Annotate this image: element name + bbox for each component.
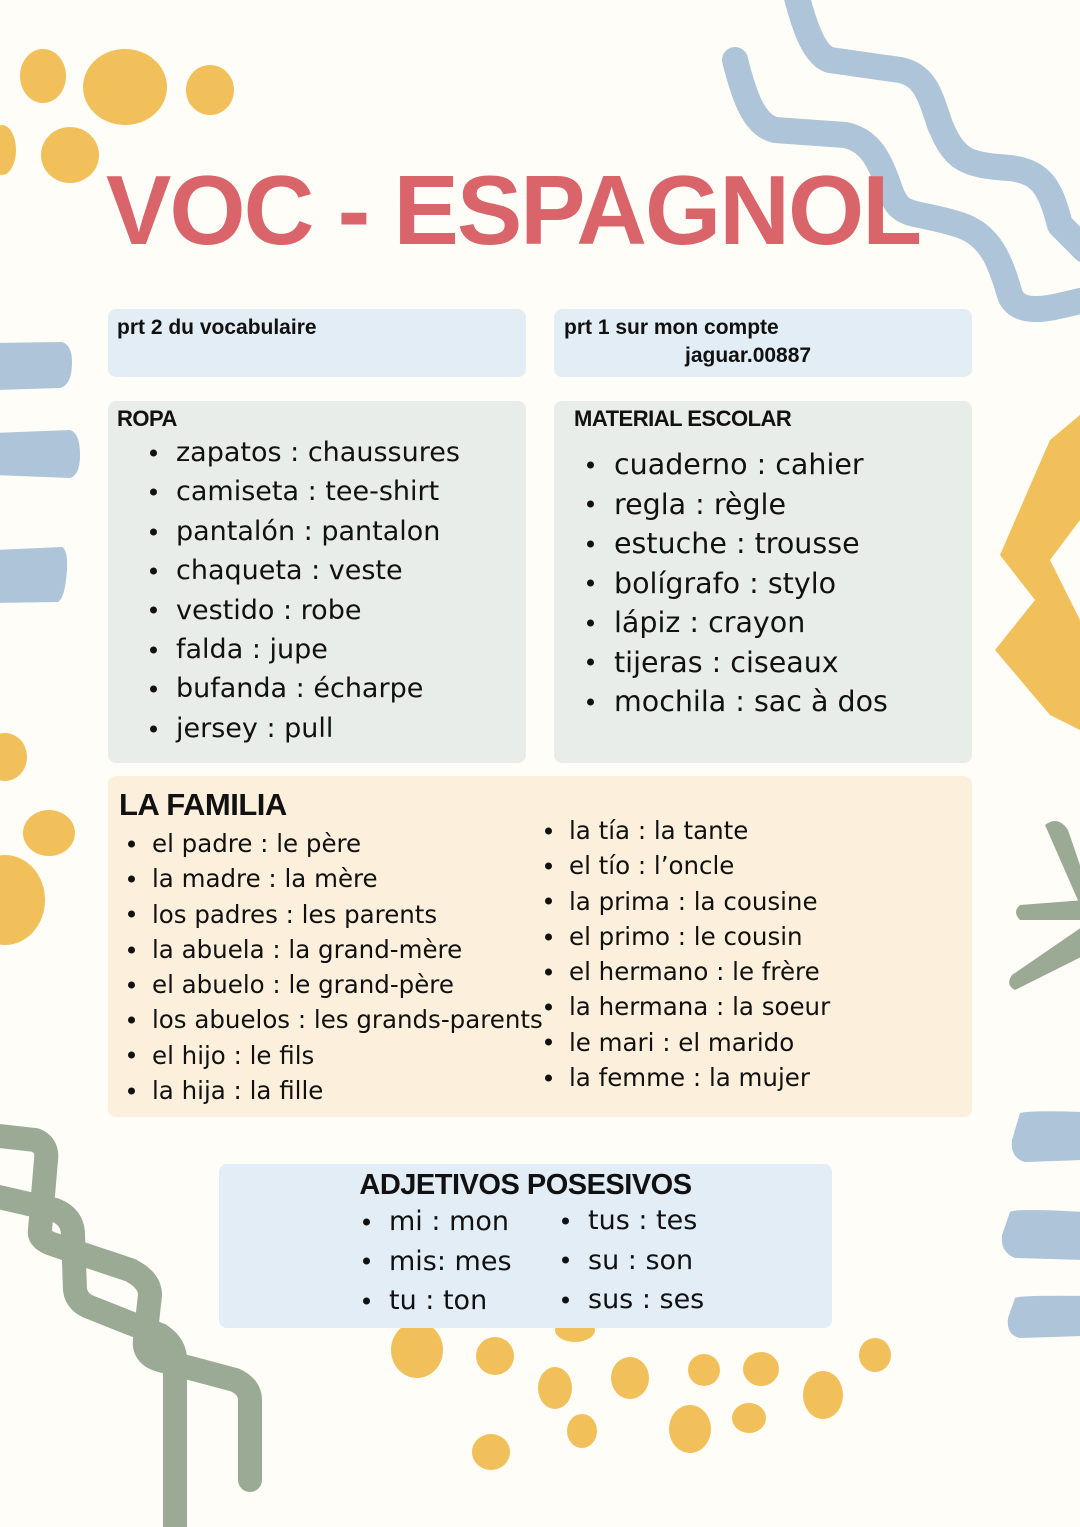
list-item: camiseta : tee-shirt [117,472,517,511]
familia-heading: LA FAMILIA [119,787,287,822]
list-item: mochila : sac à dos [554,682,952,722]
familia-section [108,776,972,1117]
note-left-text: prt 2 du vocabulaire [117,316,317,339]
list-item: los abuelos : les grands-parents [108,1002,543,1037]
list-item: bolígrafo : stylo [554,564,952,604]
posesivos-list-left [359,1202,512,1321]
familia-list-right [525,813,830,1095]
note-right-line1: prt 1 sur mon compte [564,316,779,339]
list-item: la prima : la cousine [525,884,830,919]
yellow-dots-left [0,733,75,945]
list-item: mis: mes [359,1242,512,1282]
list-item: la femme : la mujer [525,1060,830,1095]
list-item: regla : règle [554,485,952,525]
ropa-list [117,433,517,748]
list-item: el abuelo : le grand-père [108,967,543,1002]
note-box-right [554,309,972,377]
list-item: el tío : l’oncle [525,848,830,883]
list-item: tijeras : ciseaux [554,643,952,683]
blue-bars-right [1002,1111,1080,1338]
page-title: VOC - ESPAGNOL [106,155,921,265]
list-item: jersey : pull [117,709,517,748]
list-item: tus : tes [558,1201,704,1241]
list-item: le mari : el marido [525,1025,830,1060]
list-item: chaqueta : veste [117,551,517,590]
list-item: su : son [558,1241,704,1281]
list-item: la abuela : la grand-mère [108,932,543,967]
note-box-left [108,309,526,377]
list-item: cuaderno : cahier [554,445,952,485]
list-item: bufanda : écharpe [117,669,517,708]
ropa-heading: ROPA [117,406,177,431]
list-item: el primo : le cousin [525,919,830,954]
list-item: zapatos : chaussures [117,433,517,472]
list-item: lápiz : crayon [554,603,952,643]
ropa-section [108,401,526,763]
list-item: la hermana : la soeur [525,989,830,1024]
list-item: estuche : trousse [554,524,952,564]
list-item: el hermano : le frère [525,954,830,989]
note-right-account: jaguar.00887 [685,344,812,367]
list-item: pantalón : pantalon [117,512,517,551]
material-escolar-section [554,401,972,763]
posesivos-list-right [558,1201,704,1320]
list-item: vestido : robe [117,591,517,630]
list-item: la hija : la fille [108,1073,543,1108]
green-star-right [1009,821,1080,990]
list-item: tu : ton [359,1281,512,1321]
blue-bars-left [0,342,80,603]
adjetivos-posesivos-heading: ADJETIVOS POSESIVOS [359,1169,692,1201]
list-item: la tía : la tante [525,813,830,848]
familia-list-left [108,826,543,1108]
list-item: la madre : la mère [108,861,543,896]
list-item: el padre : le père [108,826,543,861]
yellow-dots-bottom [391,1318,891,1470]
material-escolar-heading: MATERIAL ESCOLAR [574,406,792,431]
green-zigzag-bottom-left [0,1135,250,1527]
list-item: sus : ses [558,1280,704,1320]
list-item: mi : mon [359,1202,512,1242]
list-item: falda : jupe [117,630,517,669]
material-escolar-list [554,445,952,722]
adjetivos-posesivos-section [219,1164,832,1328]
list-item: los padres : les parents [108,897,543,932]
list-item: el hijo : le fils [108,1038,543,1073]
